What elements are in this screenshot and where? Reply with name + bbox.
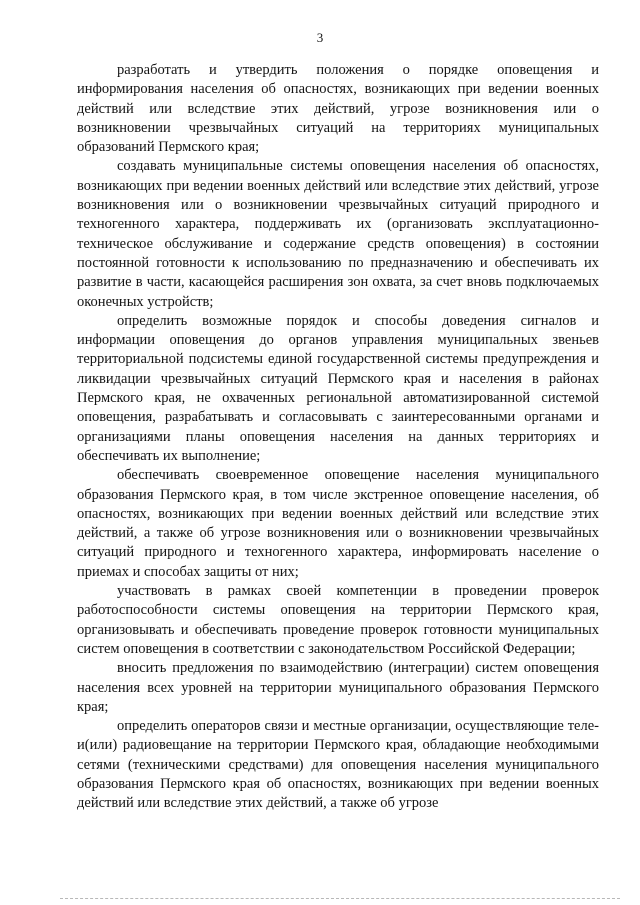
paragraph: участвовать в рамках своей компетенции в проведении проверок работоспособности системы оповещения на территории Пермского края, организовывать и обеспечивать проведение проверок готовности муниципальных систем оповещения в соответствии с законодательством Российской Федерации; — [77, 583, 599, 657]
page-number: 3 — [316, 30, 324, 45]
document-body — [77, 61, 599, 814]
paragraph: создавать муниципальные системы оповещения населения об опасностях, возникающих при ведении военных действий или вследствие этих действий, угрозе возникновения или о возникновении чрезвычайных ситуаций природного и техногенного характера, поддерживать их (организовать эксплуатационно-техническое обслуживание и содержание средств оповещения) в состоянии постоянной готовности к использованию по предназначению и обеспечивать их развитие в части, касающейся расширения зон охвата, за счет вновь подключаемых оконечных устройств; — [77, 158, 599, 310]
paragraph: разработать и утвердить положения о порядке оповещения и информирования населения об опасностях, возникающих при ведении военных действий или вследствие этих действий, угрозе возникновения или о возникновении чрезвычайных ситуаций на территориях муниципальных образований Пермского края; — [77, 62, 599, 156]
paragraph: определить возможные порядок и способы доведения сигналов и информации оповещения до органов управления муниципальных звеньев территориальной подсистемы единой государственной системы предупреждения и ликвидации чрезвычайных ситуаций Пермского края и населения в районах Пермского края, не охваченных региональной автоматизированной системой оповещения, разрабатывать и согласовывать с заинтересованными органами и организациями планы оповещения населения на данных территориях и обеспечивать их выполнение; — [77, 312, 599, 464]
paragraph: вносить предложения по взаимодействию (интеграции) систем оповещения населения всех уровней на территории муниципального образования Пермского края; — [77, 660, 599, 715]
paragraph: обеспечивать своевременное оповещение населения муниципального образования Пермского края, в том числе экстренное оповещение населения, об опасностях, возникающих при ведении военных действий или вследствие этих действий, а также об угрозе возникновения или о возникновении чрезвычайных ситуаций природного и техногенного характера, информировать население о приемах и способах защиты от них; — [77, 467, 599, 580]
scan-bottom-edge — [60, 898, 620, 899]
paragraph: определить операторов связи и местные организации, осуществляющие теле- и(или) радиовещание на территории Пермского края, обладающие необходимыми сетями (техническими средствами) для оповещения населения муниципального образования Пермского края об опасностях, возникающих при ведении военных действий или вследствие этих действий, а также об угрозе — [77, 718, 599, 812]
